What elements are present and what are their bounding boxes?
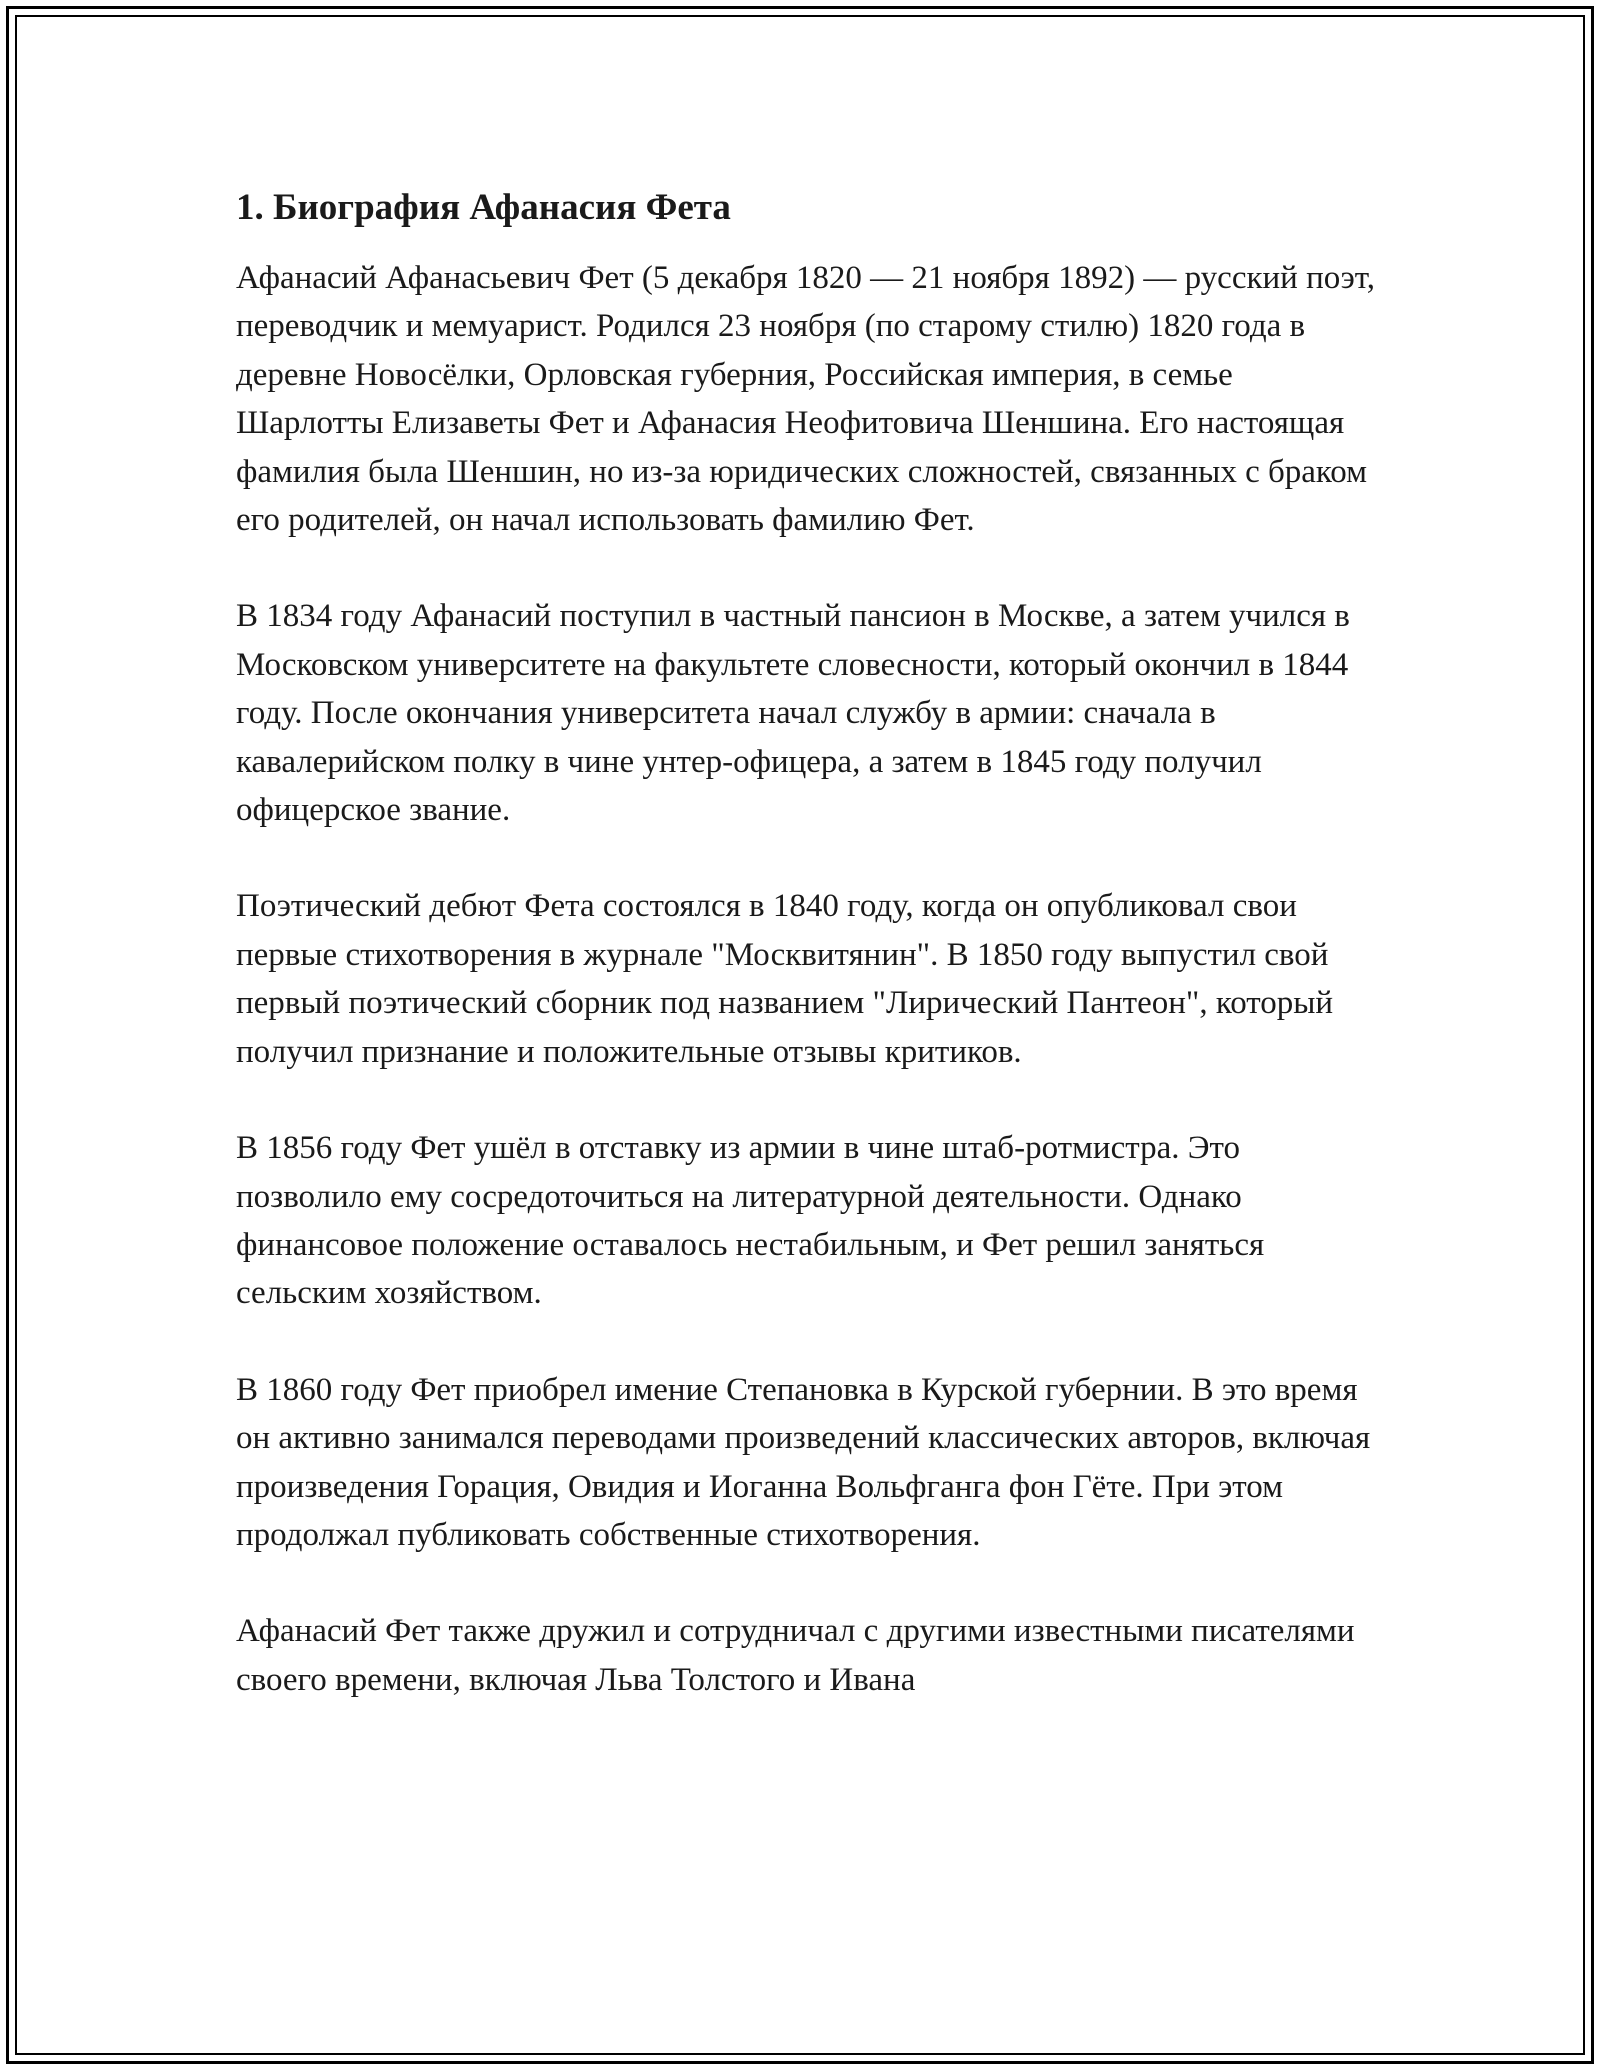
paragraph-1: Афанасий Афанасьевич Фет (5 декабря 1820 — 21 ноября 1892) — русский поэт, переводчик и мемуарист. Родился 23 ноября (по старому стилю) 1820 года в деревне Новосёлки, Орловская губерния, Российская империя, в семье Шарлотты Елизаветы Фет и Афанасия Неофитовича Шеншина. Его настоящая фамилия была Шеншин, но из-за юридических сложностей, связанных с браком его родителей, он начал использовать фамилию Фет. [236, 260, 1375, 539]
paragraph-6: Афанасий Фет также дружил и сотрудничал с другими известными писателями своего времени, включая Льва Толстого и Ивана [236, 1613, 1355, 1698]
document-body [236, 186, 1376, 1752]
paragraph-4: В 1856 году Фет ушёл в отставку из армии в чине штаб-ротмистра. Это позволило ему сосредоточиться на литературной деятельности. Однако финансовое положение оставалось нестабильным, и Фет решил заняться сельским хозяйством. [236, 1130, 1265, 1312]
paragraph-3: Поэтический дебют Фета состоялся в 1840 году, когда он опубликовал свои первые стихотворения в журнале "Москвитянин". В 1850 году выпустил свой первый поэтический сборник под названием "Лирический Пантеон", который получил признание и положительные отзывы критиков. [236, 888, 1334, 1070]
section-heading: 1. Биография Афанасия Фета [236, 187, 731, 228]
paragraph-2: В 1834 году Афанасий поступил в частный пансион в Москве, а затем учился в Московском университете на факультете словесности, который окончил в 1844 году. После окончания университета начал службу в армии: сначала в кавалерийском полку в чине унтер-офицера, а затем в 1845 году получил офицерское звание. [236, 598, 1350, 829]
paragraph-5: В 1860 году Фет приобрел имение Степановка в Курской губернии. В это время он активно занимался переводами произведений классических авторов, включая произведения Горация, Овидия и Иоганна Вольфганга фон Гёте. При этом продолжал публиковать собственные стихотворения. [236, 1371, 1371, 1553]
